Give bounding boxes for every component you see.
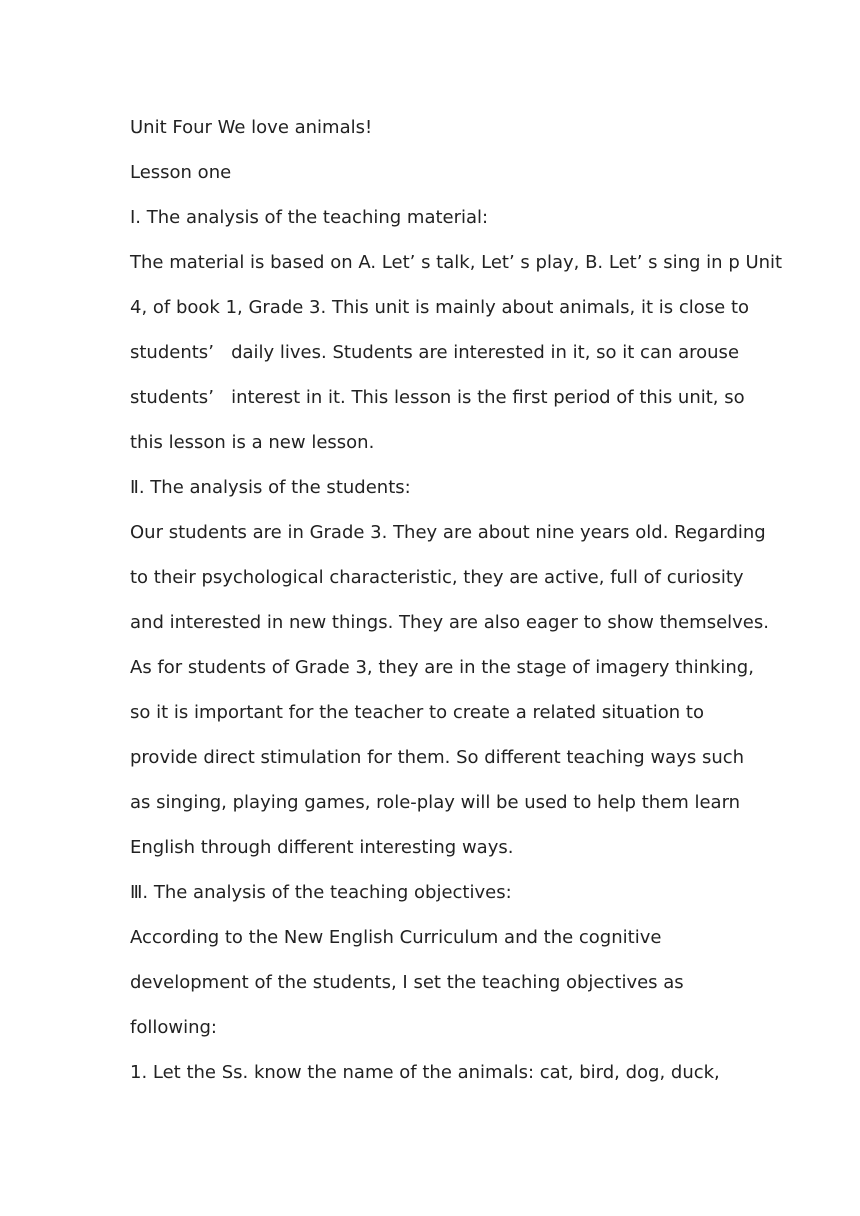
paragraph-line: and interested in new things. They are also eager to show themselves. bbox=[130, 612, 769, 633]
section-heading-teaching-objectives: Ⅲ. The analysis of the teaching objectives: bbox=[130, 882, 512, 903]
paragraph-line: so it is important for the teacher to create a related situation to bbox=[130, 702, 704, 723]
paragraph-line: development of the students, I set the teaching objectives as bbox=[130, 972, 684, 993]
paragraph-line: 4, of book 1, Grade 3. This unit is mainly about animals, it is close to bbox=[130, 297, 750, 318]
paragraph-line: students’ daily lives. Students are interested in it, so it can arouse bbox=[130, 342, 740, 363]
paragraph-line: As for students of Grade 3, they are in the stage of imagery thinking, bbox=[130, 657, 754, 678]
paragraph-line: Our students are in Grade 3. They are about nine years old. Regarding bbox=[130, 522, 766, 543]
paragraph-line: as singing, playing games, role-play will be used to help them learn bbox=[130, 792, 741, 813]
objective-item: 1. Let the Ss. know the name of the animals: cat, bird, dog, duck, bbox=[130, 1062, 720, 1083]
paragraph-line: According to the New English Curriculum and the cognitive bbox=[130, 927, 662, 948]
document-body bbox=[130, 105, 783, 1095]
paragraph-line: provide direct stimulation for them. So different teaching ways such bbox=[130, 747, 745, 768]
section-heading-students: Ⅱ. The analysis of the students: bbox=[130, 477, 411, 498]
unit-title: Unit Four We love animals! bbox=[130, 117, 373, 138]
paragraph-line: The material is based on A. Let’ s talk, Let’ s play, B. Let’ s sing in p Unit bbox=[130, 252, 783, 273]
lesson-label: Lesson one bbox=[130, 162, 232, 183]
paragraph-line: this lesson is a new lesson. bbox=[130, 432, 375, 453]
section-heading-teaching-material: Ⅰ. The analysis of the teaching material: bbox=[130, 207, 489, 228]
paragraph-line: English through different interesting ways. bbox=[130, 837, 514, 858]
paragraph-line: following: bbox=[130, 1017, 217, 1038]
paragraph-line: students’ interest in it. This lesson is the first period of this unit, so bbox=[130, 387, 745, 408]
paragraph-line: to their psychological characteristic, they are active, full of curiosity bbox=[130, 567, 744, 588]
